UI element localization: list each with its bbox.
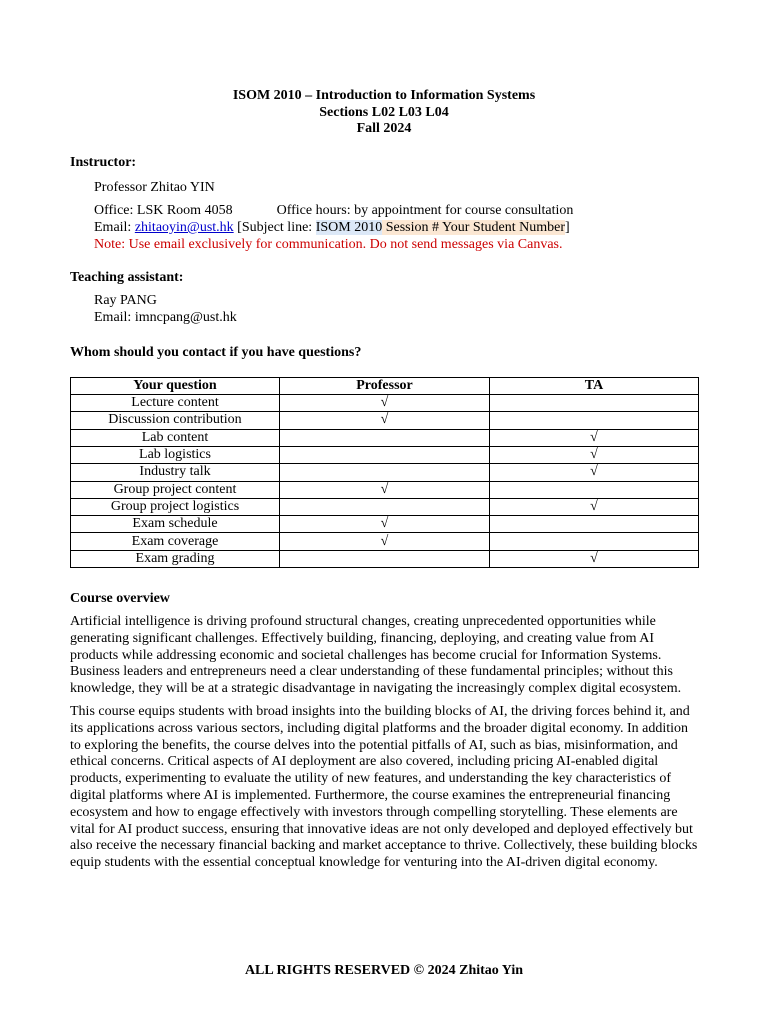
table-row (71, 429, 699, 446)
question-cell: Group project content (71, 481, 280, 498)
ta-block (94, 293, 698, 326)
table-row (71, 464, 699, 481)
ta-check: √ (490, 550, 699, 567)
course-sections: Sections L02 L03 L04 (319, 104, 449, 120)
professor-check: √ (280, 533, 490, 550)
office-hours: Office hours: by appointment for course consultation (276, 203, 574, 219)
ta-heading: Teaching assistant: (70, 270, 184, 286)
office-location: Office: LSK Room 4058 (94, 203, 233, 219)
professor-check (280, 464, 490, 481)
instructor-name: Professor Zhitao YIN (94, 179, 215, 195)
column-header-professor: Professor (280, 377, 490, 394)
professor-check (280, 446, 490, 463)
email-label: Email: (94, 219, 135, 235)
office-line (94, 203, 698, 220)
question-cell: Exam coverage (71, 533, 280, 550)
instructor-heading: Instructor: (70, 154, 137, 170)
professor-check (280, 498, 490, 515)
question-cell: Lab logistics (71, 446, 280, 463)
instructor-email-link[interactable]: zhitaoyin@ust.hk (134, 219, 234, 235)
table-row (71, 412, 699, 429)
table-header-row (71, 377, 699, 394)
ta-check (490, 533, 699, 550)
ta-check (490, 395, 699, 412)
question-cell: Exam grading (71, 550, 280, 567)
document-header (70, 88, 698, 138)
subject-prefix: [Subject line: (233, 219, 316, 235)
question-cell: Discussion contribution (71, 412, 280, 429)
ta-check: √ (490, 498, 699, 515)
table-row (71, 446, 699, 463)
ta-name: Ray PANG (94, 293, 157, 309)
professor-check (280, 429, 490, 446)
table-row (71, 533, 699, 550)
table-row (71, 481, 699, 498)
table-row (71, 516, 699, 533)
professor-check: √ (280, 516, 490, 533)
subject-course: ISOM 2010 (315, 219, 383, 235)
overview-paragraph-2: This course equips students with broad insights into the building blocks of AI, the driving forces behind it, and its applications across various sectors, including digital platforms and the broader digital economy. In addition to exploring the benefits, the course delves into the potential pitfalls of AI, such as bias, misinformation, and ethical concerns. Critical aspects of AI deployment are also covered, including pricing AI-enabled digital products, experimenting to evaluate the utility of new features, and understanding the key characteristics of digital platforms where AI is implemented. Furthermore, the course examines the entrepreneurial financing ecosystem and how to engage effectively with investors through compelling storytelling. These elements are vital for AI product success, ensuring that innovative ideas are not only developed and deployed effectively but also receive the necessary financial backing and market acceptance to thrive. Collectively, these building blocks equip students with the essential conceptual knowledge for venturing into the AI-driven digital economy. (70, 703, 698, 871)
table-row (71, 498, 699, 515)
question-cell: Lecture content (71, 395, 280, 412)
contact-heading: Whom should you contact if you have questions? (70, 344, 362, 360)
question-cell: Lab content (71, 429, 280, 446)
overview-paragraph-1: Artificial intelligence is driving profound structural changes, creating unprecedented opportunities while generating significant challenges. Effectively building, financing, deploying, and creating value from AI products while addressing economic and societal challenges has become crucial for Information Systems. Business leaders and entrepreneurs need a clear understanding of these fundamental principles; without this knowledge, they will be at a strategic disadvantage in navigating the increasingly complex digital ecosystem. (70, 613, 682, 697)
ta-check: √ (490, 446, 699, 463)
email-note: Note: Use email exclusively for communication. Do not send messages via Canvas. (94, 236, 563, 252)
question-cell: Exam schedule (71, 516, 280, 533)
question-cell: Industry talk (71, 464, 280, 481)
ta-check (490, 481, 699, 498)
ta-check (490, 516, 699, 533)
copyright-footer: ALL RIGHTS RESERVED © 2024 Zhitao Yin (244, 963, 524, 978)
ta-check (490, 412, 699, 429)
instructor-block (94, 180, 698, 254)
course-title: ISOM 2010 – Introduction to Information Systems (232, 88, 536, 103)
question-cell: Group project logistics (71, 498, 280, 515)
ta-email: Email: imncpang@ust.hk (94, 310, 237, 326)
overview-heading: Course overview (70, 590, 170, 606)
subject-session: Session # (382, 219, 442, 235)
professor-check: √ (280, 395, 490, 412)
ta-check: √ (490, 464, 699, 481)
professor-check: √ (280, 412, 490, 429)
contact-table (70, 377, 699, 568)
subject-student-number: Your Student Number (442, 219, 566, 235)
course-term: Fall 2024 (356, 121, 412, 136)
professor-check (280, 550, 490, 567)
subject-suffix: ] (565, 219, 570, 235)
syllabus-page (70, 88, 698, 872)
table-row (71, 550, 699, 567)
table-row (71, 395, 699, 412)
email-line (94, 220, 698, 237)
column-header-question: Your question (71, 377, 280, 394)
column-header-ta: TA (490, 377, 699, 394)
professor-check: √ (280, 481, 490, 498)
ta-check: √ (490, 429, 699, 446)
